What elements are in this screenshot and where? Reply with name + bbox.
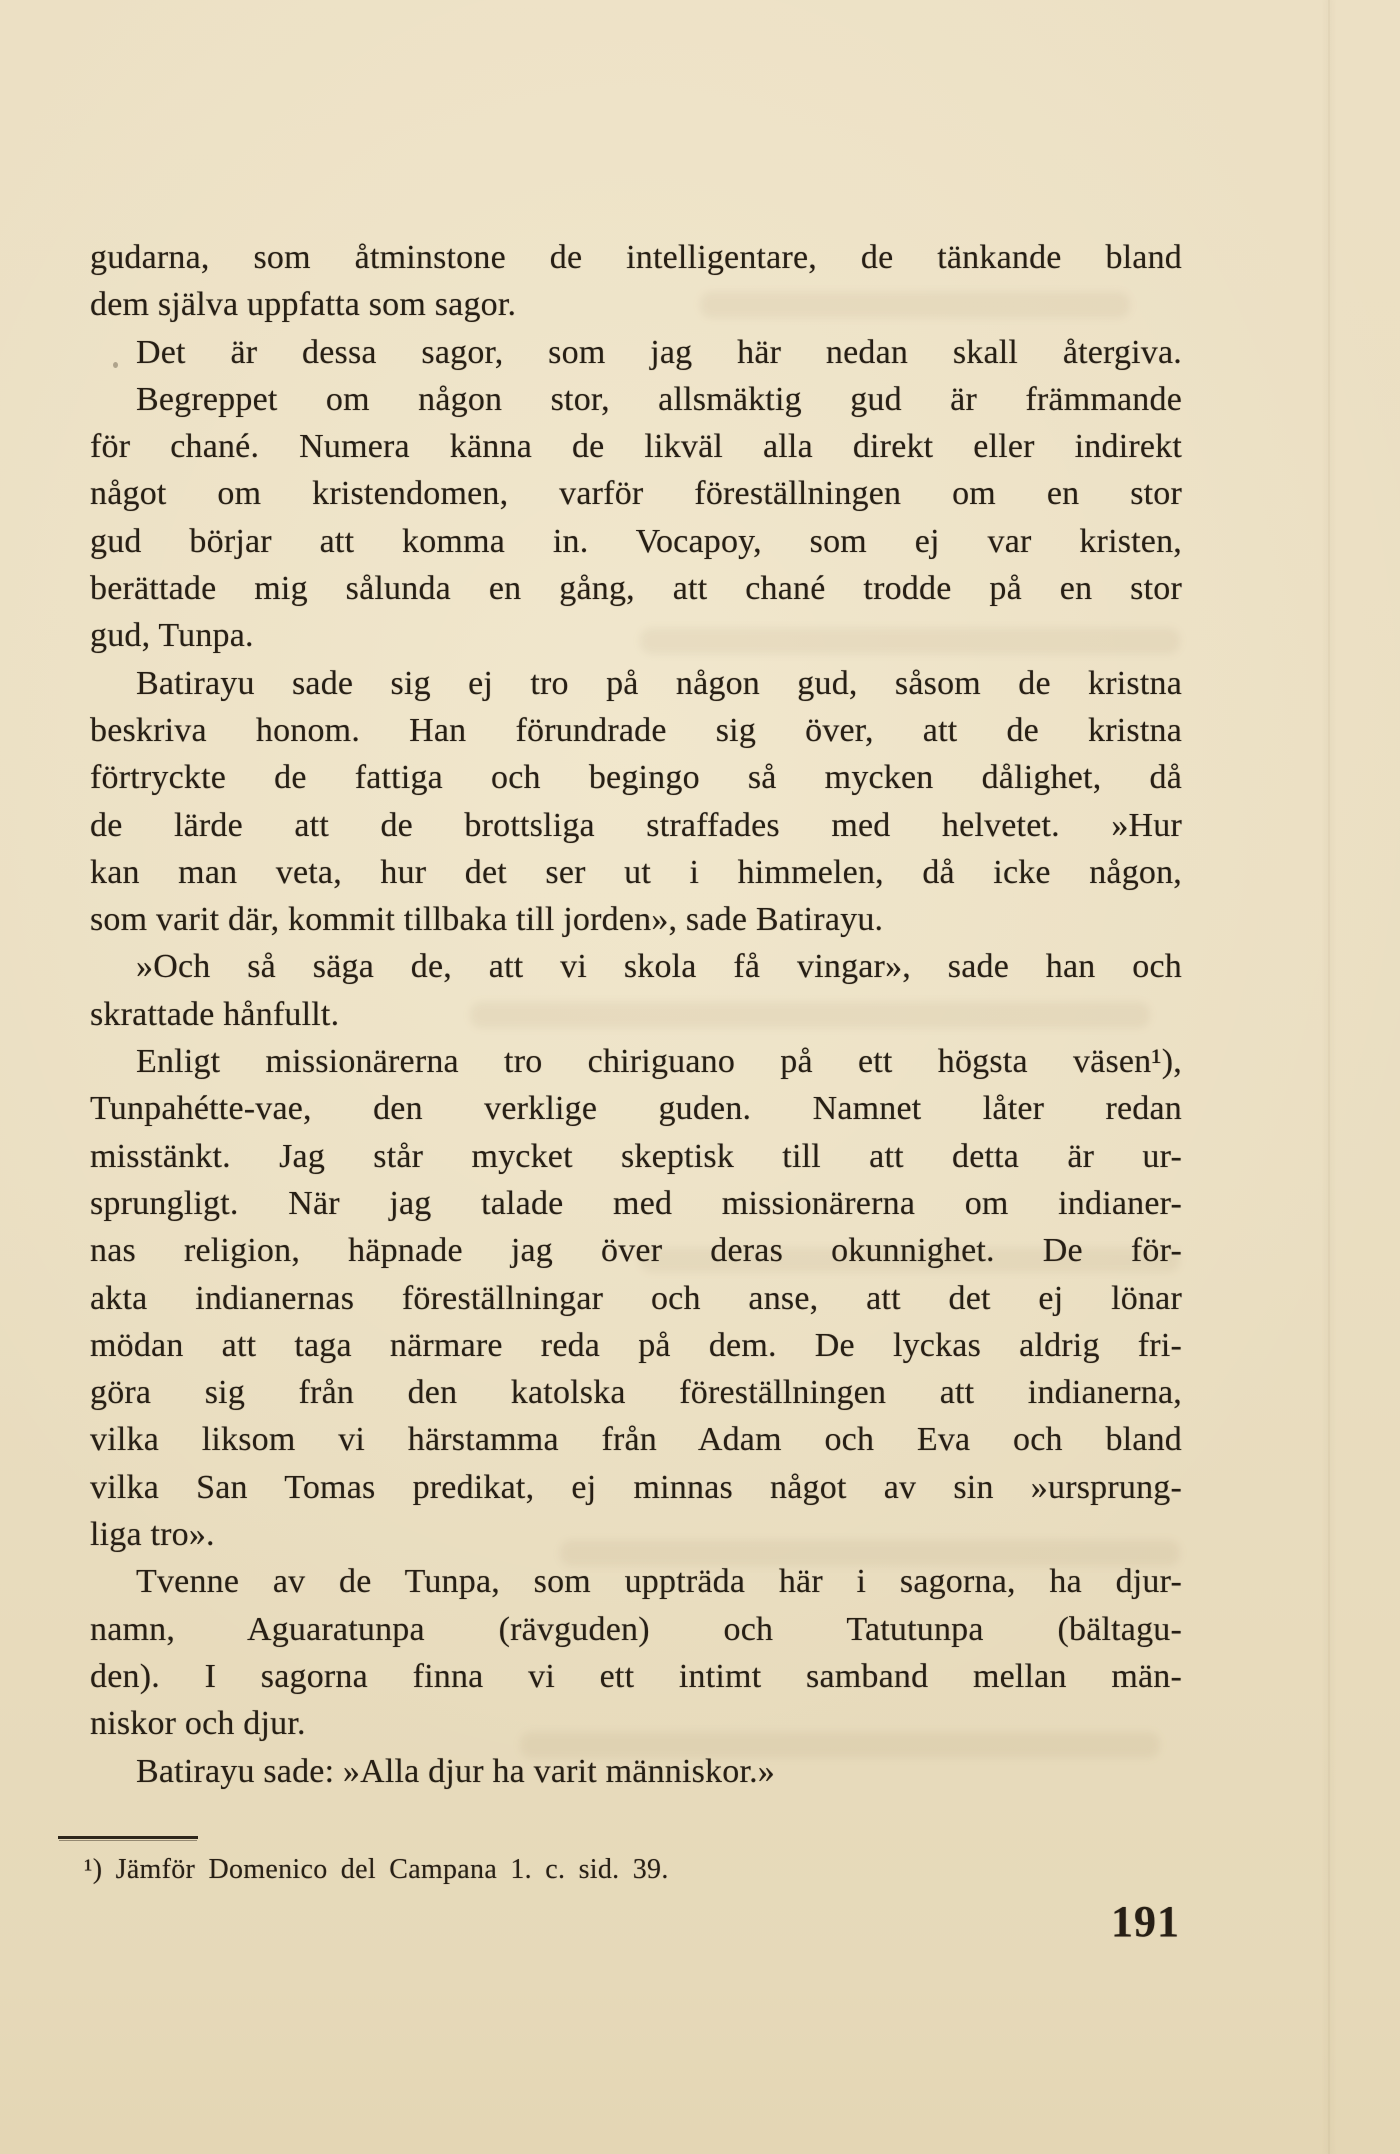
text-line: misstänkt. Jag står mycket skeptisk till att detta är ur- — [90, 1137, 1182, 1175]
text-line: Batirayu sade: »Alla djur ha varit människor.» — [136, 1752, 775, 1790]
text-line: för chané. Numera känna de likväl alla direkt eller indirekt — [90, 428, 1182, 466]
scan-crease — [1328, 0, 1330, 2154]
text-line: Begreppet om någon stor, allsmäktig gud är främmande — [136, 380, 1182, 418]
text-line: akta indianernas föreställningar och anse, att det ej lönar — [90, 1279, 1182, 1317]
text-line: som varit där, kommit tillbaka till jorden», sade Batirayu. — [90, 901, 884, 939]
text-line: Enligt missionärerna tro chiriguano på ett högsta väsen¹), — [136, 1043, 1182, 1081]
text-line: vilka liksom vi härstamma från Adam och Eva och bland — [90, 1421, 1182, 1459]
text-line: skrattade hånfullt. — [90, 995, 340, 1033]
text-line: den). I sagorna finna vi ett intimt samband mellan män- — [90, 1657, 1182, 1695]
text-line: beskriva honom. Han förundrade sig över, att de kristna — [90, 711, 1182, 749]
text-line: berättade mig sålunda en gång, att chané trodde på en stor — [90, 570, 1182, 608]
text-line: de lärde att de brottsliga straffades med helvetet. »Hur — [90, 806, 1182, 844]
text-line: sprungligt. När jag talade med missionärerna om indianer- — [90, 1184, 1182, 1222]
text-line: kan man veta, hur det ser ut i himmelen, då icke någon, — [90, 853, 1182, 891]
text-line: nas religion, häpnade jag över deras okunnighet. De för- — [90, 1232, 1182, 1270]
page-number: 191 — [1111, 1897, 1180, 1946]
text-line: gud, Tunpa. — [90, 617, 254, 655]
text-line: liga tro». — [90, 1516, 215, 1554]
text-line: gud börjar att komma in. Vocapoy, som ej var kristen, — [90, 522, 1182, 560]
body-text — [90, 234, 1182, 1795]
text-line: »Och så säga de, att vi skola få vingar», sade han och — [136, 948, 1182, 986]
text-line: förtryckte de fattiga och begingo så mycken dålighet, då — [90, 759, 1182, 797]
text-line: mödan att taga närmare reda på dem. De lyckas aldrig fri- — [90, 1326, 1182, 1364]
text-line: göra sig från den katolska föreställningen att indianerna, — [90, 1374, 1182, 1412]
text-line: vilka San Tomas predikat, ej minnas något av sin »ursprung- — [90, 1468, 1182, 1506]
text-line: Tvenne av de Tunpa, som uppträda här i sagorna, ha djur- — [136, 1563, 1182, 1601]
footnote: ¹) Jämför Domenico del Campana 1. c. sid. 39. — [84, 1854, 669, 1885]
footnote-separator-rule — [58, 1836, 198, 1839]
text-line: Batirayu sade sig ej tro på någon gud, såsom de kristna — [136, 664, 1182, 702]
text-line: Tunpahétte-vae, den verklige guden. Namnet låter redan — [90, 1090, 1182, 1128]
text-line: dem själva uppfatta som sagor. — [90, 286, 517, 324]
text-line: Det är dessa sagor, som jag här nedan skall återgiva. — [136, 333, 1182, 371]
text-line: niskor och djur. — [90, 1705, 306, 1743]
text-line: namn, Aguaratunpa (rävguden) och Tatutunpa (bältagu- — [90, 1610, 1182, 1648]
text-line: gudarna, som åtminstone de intelligentare, de tänkande bland — [90, 239, 1182, 276]
text-line: något om kristendomen, varför föreställningen om en stor — [90, 475, 1182, 513]
